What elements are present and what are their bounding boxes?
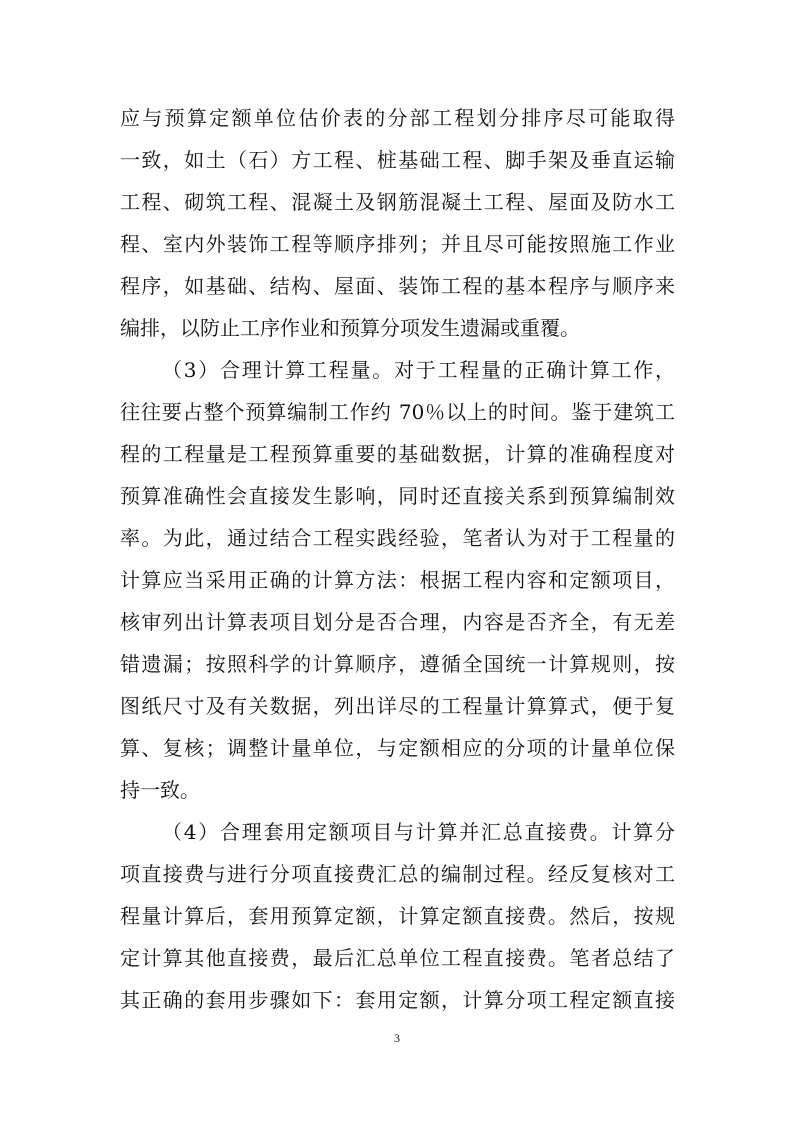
text-line: 工程、砌筑工程、混凝土及钢筋混凝土工程、屋面及防水工 <box>120 190 675 214</box>
paragraph-first-line: （4）合理套用定额项目与计算并汇总直接费。计算分 <box>162 820 675 844</box>
text-line: 定计算其他直接费，最后汇总单位工程直接费。笔者总结了 <box>120 946 675 970</box>
text-line: 持一致。 <box>120 778 200 802</box>
text-line: 图纸尺寸及有关数据，列出详尽的工程量计算算式，便于复 <box>120 694 675 718</box>
text-line: 往往要占整个预算编制工作约 70％以上的时间。鉴于建筑工 <box>120 400 675 424</box>
text-line: 预算准确性会直接发生影响，同时还直接关系到预算编制效 <box>120 484 675 508</box>
text-line: 计算应当采用正确的计算方法：根据工程内容和定额项目， <box>120 568 675 592</box>
text-line: 算、复核；调整计量单位，与定额相应的分项的计量单位保 <box>120 736 675 760</box>
text-line: 应与预算定额单位估价表的分部工程划分排序尽可能取得 <box>120 106 675 130</box>
text-line: 程序，如基础、结构、屋面、装饰工程的基本程序与顺序来 <box>120 274 675 298</box>
text-line: 程、室内外装饰工程等顺序排列；并且尽可能按照施工作业 <box>120 232 675 256</box>
page-number: 3 <box>394 1031 400 1045</box>
text-line: 错遗漏；按照科学的计算顺序，遵循全国统一计算规则，按 <box>120 652 675 676</box>
text-line: 程的工程量是工程预算重要的基础数据，计算的准确程度对 <box>120 442 675 466</box>
text-line: 一致，如土（石）方工程、桩基础工程、脚手架及垂直运输 <box>120 148 675 172</box>
text-line: 其正确的套用步骤如下：套用定额，计算分项工程定额直接 <box>120 988 675 1012</box>
text-line: 程量计算后，套用预算定额，计算定额直接费。然后，按规 <box>120 904 675 928</box>
text-line: 核审列出计算表项目划分是否合理，内容是否齐全，有无差 <box>120 610 675 634</box>
paragraph-first-line: （3）合理计算工程量。对于工程量的正确计算工作， <box>162 358 675 382</box>
text-line: 项直接费与进行分项直接费汇总的编制过程。经反复核对工 <box>120 862 675 886</box>
text-line: 率。为此，通过结合工程实践经验，笔者认为对于工程量的 <box>120 526 675 550</box>
text-line: 编排，以防止工序作业和预算分项发生遗漏或重覆。 <box>120 316 580 340</box>
